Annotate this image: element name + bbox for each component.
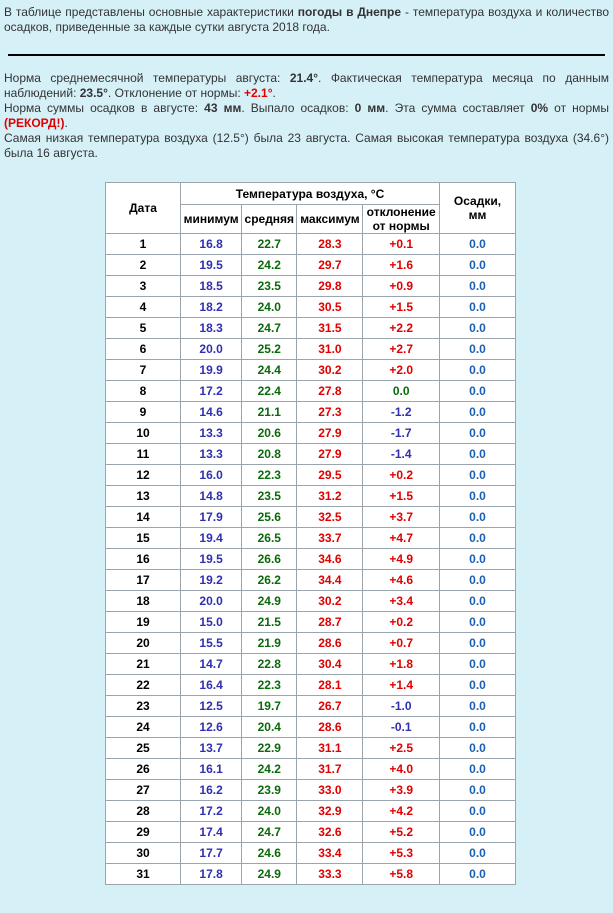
precip-cell: 0.0 [440, 297, 516, 318]
deviation-cell: +2.5 [363, 738, 440, 759]
precip-cell: 0.0 [440, 402, 516, 423]
min-cell: 15.0 [181, 612, 242, 633]
deviation-cell: +4.9 [363, 549, 440, 570]
precip-cell: 0.0 [440, 318, 516, 339]
max-cell: 32.5 [297, 507, 363, 528]
precip-cell: 0.0 [440, 549, 516, 570]
max-cell: 32.6 [297, 822, 363, 843]
day-cell: 23 [106, 696, 181, 717]
deviation-cell: -1.4 [363, 444, 440, 465]
precip-cell: 0.0 [440, 339, 516, 360]
max-cell: 26.7 [297, 696, 363, 717]
min-cell: 13.3 [181, 444, 242, 465]
table-row [106, 339, 516, 360]
avg-cell: 23.5 [242, 276, 297, 297]
avg-cell: 24.2 [242, 759, 297, 780]
min-cell: 17.2 [181, 381, 242, 402]
deviation-cell: +4.6 [363, 570, 440, 591]
max-cell: 34.4 [297, 570, 363, 591]
min-cell: 17.2 [181, 801, 242, 822]
max-cell: 31.2 [297, 486, 363, 507]
day-cell: 20 [106, 633, 181, 654]
text: от нормы [548, 101, 610, 115]
max-cell: 27.8 [297, 381, 363, 402]
day-cell: 27 [106, 780, 181, 801]
max-cell: 27.9 [297, 423, 363, 444]
table-row [106, 738, 516, 759]
avg-cell: 26.2 [242, 570, 297, 591]
header-min: минимум [181, 205, 242, 234]
deviation-cell: +1.4 [363, 675, 440, 696]
min-cell: 13.7 [181, 738, 242, 759]
table-row [106, 675, 516, 696]
precip-cell: 0.0 [440, 717, 516, 738]
min-cell: 16.8 [181, 234, 242, 255]
deviation-cell: 0.0 [363, 381, 440, 402]
day-cell: 14 [106, 507, 181, 528]
avg-cell: 24.6 [242, 843, 297, 864]
precip-cell: 0.0 [440, 822, 516, 843]
day-cell: 7 [106, 360, 181, 381]
table-row [106, 570, 516, 591]
max-cell: 31.0 [297, 339, 363, 360]
day-cell: 29 [106, 822, 181, 843]
avg-cell: 26.6 [242, 549, 297, 570]
avg-cell: 24.4 [242, 360, 297, 381]
avg-cell: 22.8 [242, 654, 297, 675]
extremes-line: Самая низкая температура воздуха (12.5°) была 23 августа. Самая высокая температура воздуха (34.6°) была 16 августа. [4, 131, 609, 160]
deviation-cell: -1.7 [363, 423, 440, 444]
deviation-cell: +3.9 [363, 780, 440, 801]
table-row [106, 759, 516, 780]
min-cell: 12.5 [181, 696, 242, 717]
precip-cell: 0.0 [440, 528, 516, 549]
avg-cell: 20.4 [242, 717, 297, 738]
table-row [106, 654, 516, 675]
text: . [64, 116, 68, 130]
norms-block [4, 71, 609, 161]
avg-cell: 22.9 [242, 738, 297, 759]
day-cell: 25 [106, 738, 181, 759]
table-row [106, 696, 516, 717]
day-cell: 19 [106, 612, 181, 633]
text: . Отклонение от нормы: [107, 86, 244, 100]
avg-cell: 20.6 [242, 423, 297, 444]
min-cell: 17.8 [181, 864, 242, 885]
table-row [106, 402, 516, 423]
precip-cell: 0.0 [440, 507, 516, 528]
day-cell: 30 [106, 843, 181, 864]
record-badge: (РЕКОРД!) [4, 116, 65, 130]
day-cell: 24 [106, 717, 181, 738]
norm-precip-value: 43 мм [204, 101, 242, 115]
min-cell: 20.0 [181, 591, 242, 612]
table-row [106, 717, 516, 738]
precip-cell: 0.0 [440, 801, 516, 822]
intro-text-end: - температура воздуха и количество осадков, приведенные за каждые сутки августа 2018 года. [4, 5, 609, 34]
min-cell: 18.2 [181, 297, 242, 318]
weather-table [105, 182, 516, 885]
min-cell: 14.8 [181, 486, 242, 507]
text: Осадки, [453, 194, 502, 208]
table-row [106, 423, 516, 444]
max-cell: 30.2 [297, 591, 363, 612]
day-cell: 13 [106, 486, 181, 507]
precip-cell: 0.0 [440, 381, 516, 402]
precip-cell: 0.0 [440, 675, 516, 696]
day-cell: 5 [106, 318, 181, 339]
day-cell: 17 [106, 570, 181, 591]
day-cell: 28 [106, 801, 181, 822]
header-deviation [363, 205, 440, 234]
deviation-cell: +0.2 [363, 465, 440, 486]
table-row [106, 486, 516, 507]
min-cell: 18.5 [181, 276, 242, 297]
day-cell: 15 [106, 528, 181, 549]
day-cell: 10 [106, 423, 181, 444]
divider [8, 54, 605, 56]
max-cell: 33.7 [297, 528, 363, 549]
deviation-cell: +4.0 [363, 759, 440, 780]
day-cell: 6 [106, 339, 181, 360]
day-cell: 9 [106, 402, 181, 423]
min-cell: 20.0 [181, 339, 242, 360]
avg-cell: 21.9 [242, 633, 297, 654]
table-row [106, 318, 516, 339]
header-precip [440, 183, 516, 234]
max-cell: 34.6 [297, 549, 363, 570]
max-cell: 28.3 [297, 234, 363, 255]
header-temp-group [181, 183, 440, 205]
min-cell: 16.4 [181, 675, 242, 696]
norm-temp-value: 21.4° [289, 71, 319, 85]
text: . Эта сумма составляет [385, 101, 531, 115]
max-cell: 27.9 [297, 444, 363, 465]
text: Норма среднемесячной температуры августа: [4, 71, 290, 85]
day-cell: 26 [106, 759, 181, 780]
table-row [106, 234, 516, 255]
max-cell: 30.4 [297, 654, 363, 675]
min-cell: 18.3 [181, 318, 242, 339]
deviation-cell: +5.3 [363, 843, 440, 864]
header-max: максимум [297, 205, 363, 234]
min-cell: 12.6 [181, 717, 242, 738]
max-cell: 33.3 [297, 864, 363, 885]
deviation-cell: +1.5 [363, 486, 440, 507]
day-cell: 3 [106, 276, 181, 297]
avg-cell: 22.3 [242, 675, 297, 696]
min-cell: 17.7 [181, 843, 242, 864]
avg-cell: 22.7 [242, 234, 297, 255]
day-cell: 11 [106, 444, 181, 465]
avg-cell: 24.0 [242, 801, 297, 822]
day-cell: 8 [106, 381, 181, 402]
avg-cell: 24.7 [242, 318, 297, 339]
avg-cell: 19.7 [242, 696, 297, 717]
deviation-cell: +4.2 [363, 801, 440, 822]
max-cell: 28.1 [297, 675, 363, 696]
precip-cell: 0.0 [440, 864, 516, 885]
table-row [106, 360, 516, 381]
header-date: Дата [106, 183, 181, 234]
table-row [106, 507, 516, 528]
day-cell: 31 [106, 864, 181, 885]
day-cell: 4 [106, 297, 181, 318]
max-cell: 30.2 [297, 360, 363, 381]
min-cell: 14.7 [181, 654, 242, 675]
min-cell: 19.9 [181, 360, 242, 381]
precip-cell: 0.0 [440, 423, 516, 444]
avg-cell: 23.9 [242, 780, 297, 801]
avg-cell: 24.0 [242, 297, 297, 318]
table-row [106, 549, 516, 570]
deviation-cell: +2.0 [363, 360, 440, 381]
min-cell: 13.3 [181, 423, 242, 444]
deviation-cell: +0.9 [363, 276, 440, 297]
max-cell: 27.3 [297, 402, 363, 423]
precip-cell: 0.0 [440, 465, 516, 486]
avg-cell: 24.9 [242, 864, 297, 885]
deviation-cell: -1.0 [363, 696, 440, 717]
max-cell: 31.5 [297, 318, 363, 339]
deviation-cell: +1.5 [363, 297, 440, 318]
table-row [106, 822, 516, 843]
avg-cell: 22.3 [242, 465, 297, 486]
deviation-cell: -0.1 [363, 717, 440, 738]
table-row [106, 255, 516, 276]
precip-cell: 0.0 [440, 696, 516, 717]
day-cell: 22 [106, 675, 181, 696]
day-cell: 21 [106, 654, 181, 675]
max-cell: 28.7 [297, 612, 363, 633]
precip-pct-value: 0% [530, 101, 549, 115]
deviation-cell: +0.7 [363, 633, 440, 654]
table-row [106, 801, 516, 822]
precip-cell: 0.0 [440, 360, 516, 381]
min-cell: 19.2 [181, 570, 242, 591]
precip-cell: 0.0 [440, 255, 516, 276]
min-cell: 16.1 [181, 759, 242, 780]
precip-cell: 0.0 [440, 276, 516, 297]
min-cell: 15.5 [181, 633, 242, 654]
text: . Фактическая температура месяца по данным наблюдений: [4, 71, 609, 100]
avg-cell: 24.9 [242, 591, 297, 612]
text: . [272, 86, 276, 100]
precip-cell: 0.0 [440, 780, 516, 801]
intro-paragraph [4, 5, 609, 35]
precip-norm-line [4, 101, 609, 131]
min-cell: 19.5 [181, 549, 242, 570]
table-row [106, 612, 516, 633]
min-cell: 16.0 [181, 465, 242, 486]
header-avg: средняя [242, 205, 297, 234]
deviation-value: +2.1° [244, 86, 273, 100]
min-cell: 14.6 [181, 402, 242, 423]
day-cell: 16 [106, 549, 181, 570]
avg-cell: 26.5 [242, 528, 297, 549]
deviation-cell: +1.6 [363, 255, 440, 276]
precip-cell: 0.0 [440, 738, 516, 759]
day-cell: 1 [106, 234, 181, 255]
text: , °С [364, 186, 385, 201]
table-row [106, 591, 516, 612]
precip-cell: 0.0 [440, 444, 516, 465]
table-row [106, 633, 516, 654]
intro-text: В таблице представлены основные характеристики [4, 5, 298, 19]
table-row [106, 297, 516, 318]
max-cell: 29.7 [297, 255, 363, 276]
table-row [106, 864, 516, 885]
max-cell: 29.8 [297, 276, 363, 297]
avg-cell: 21.1 [242, 402, 297, 423]
avg-cell: 20.8 [242, 444, 297, 465]
max-cell: 33.4 [297, 843, 363, 864]
deviation-cell: +3.7 [363, 507, 440, 528]
actual-precip-value: 0 мм [354, 101, 386, 115]
precip-cell: 0.0 [440, 591, 516, 612]
max-cell: 33.0 [297, 780, 363, 801]
avg-cell: 24.2 [242, 255, 297, 276]
deviation-cell: +1.8 [363, 654, 440, 675]
min-cell: 16.2 [181, 780, 242, 801]
deviation-cell: +0.2 [363, 612, 440, 633]
precip-cell: 0.0 [440, 759, 516, 780]
table-row [106, 843, 516, 864]
precip-cell: 0.0 [440, 612, 516, 633]
temp-norm-line [4, 71, 609, 101]
table-row [106, 780, 516, 801]
text: Норма суммы осадков в августе: [4, 101, 205, 115]
max-cell: 28.6 [297, 633, 363, 654]
avg-cell: 25.2 [242, 339, 297, 360]
text: от нормы [372, 219, 430, 233]
precip-cell: 0.0 [440, 570, 516, 591]
deviation-cell: -1.2 [363, 402, 440, 423]
table-body [106, 234, 516, 885]
avg-cell: 23.5 [242, 486, 297, 507]
table-row [106, 465, 516, 486]
text: мм [468, 208, 487, 222]
max-cell: 31.7 [297, 759, 363, 780]
deviation-cell: +2.7 [363, 339, 440, 360]
text: воздуха [315, 186, 365, 201]
precip-cell: 0.0 [440, 234, 516, 255]
text: отклонение [366, 205, 436, 219]
precip-cell: 0.0 [440, 486, 516, 507]
precip-cell: 0.0 [440, 654, 516, 675]
max-cell: 28.6 [297, 717, 363, 738]
precip-cell: 0.0 [440, 633, 516, 654]
min-cell: 17.4 [181, 822, 242, 843]
table-row [106, 528, 516, 549]
min-cell: 19.5 [181, 255, 242, 276]
max-cell: 32.9 [297, 801, 363, 822]
deviation-cell: +0.1 [363, 234, 440, 255]
avg-cell: 25.6 [242, 507, 297, 528]
day-cell: 18 [106, 591, 181, 612]
avg-cell: 24.7 [242, 822, 297, 843]
min-cell: 19.4 [181, 528, 242, 549]
deviation-cell: +3.4 [363, 591, 440, 612]
day-cell: 2 [106, 255, 181, 276]
max-cell: 29.5 [297, 465, 363, 486]
text: Температура [235, 186, 316, 201]
precip-cell: 0.0 [440, 843, 516, 864]
max-cell: 30.5 [297, 297, 363, 318]
text: . Выпало осадков: [241, 101, 355, 115]
max-cell: 31.1 [297, 738, 363, 759]
min-cell: 17.9 [181, 507, 242, 528]
deviation-cell: +2.2 [363, 318, 440, 339]
table-row [106, 444, 516, 465]
table-row [106, 276, 516, 297]
deviation-cell: +5.2 [363, 822, 440, 843]
deviation-cell: +5.8 [363, 864, 440, 885]
day-cell: 12 [106, 465, 181, 486]
table-row [106, 381, 516, 402]
avg-cell: 21.5 [242, 612, 297, 633]
avg-cell: 22.4 [242, 381, 297, 402]
deviation-cell: +4.7 [363, 528, 440, 549]
intro-bold-link: погоды в Днепре [297, 5, 402, 19]
actual-temp-value: 23.5° [79, 86, 108, 100]
